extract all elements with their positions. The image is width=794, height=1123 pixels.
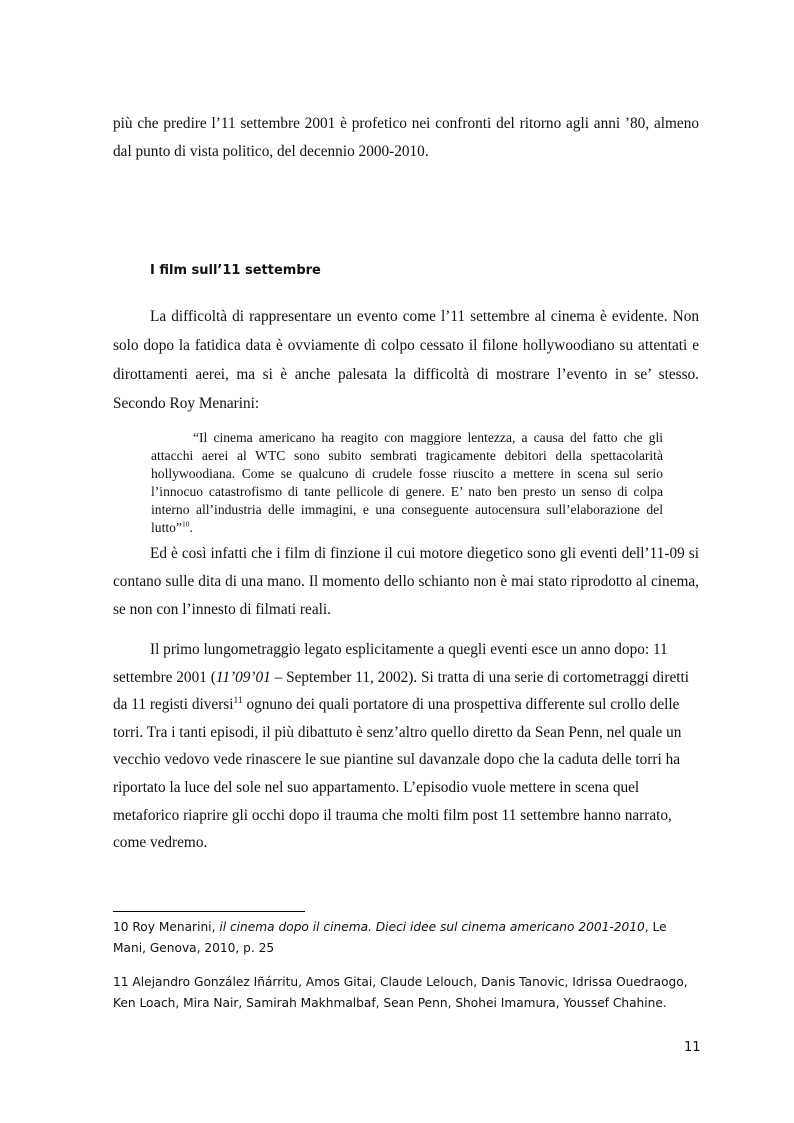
footnote-11 bbox=[113, 972, 703, 1014]
paragraph-4-part2: – September 11, 2002). Si tratta di una serie di cortometraggi diretti da 11 registi diversi bbox=[113, 668, 690, 714]
footnote-number: 10 bbox=[113, 920, 129, 934]
page-number: 11 bbox=[684, 1040, 701, 1055]
body-paragraph-fiction-films: Ed è così infatti che i film di finzione il cui motore diegetico sono gli eventi dell’11-09 si contano sulle dita di una mano. Il momento dello schianto non è mai stato riprodotto al cinema, se non con l’innesto di filmati reali. bbox=[113, 545, 699, 618]
body-paragraph-difficulty: La difficoltà di rappresentare un evento come l’11 settembre al cinema è evidente. Non solo dopo la fatidica data è ovviamente di colpo cessato il filone hollywoodiano su attentati e dirottamenti aerei, ma si è anche palesata la difficoltà di mostrare l’evento in se’ stesso. Secondo Roy Menarini: bbox=[113, 308, 699, 412]
intro-paragraph: più che predire l’11 settembre 2001 è profetico nei confronti del ritorno agli anni ’80, almeno dal punto di vista politico, del decennio 2000-2010. bbox=[113, 115, 699, 160]
footnote-number: 11 bbox=[113, 975, 129, 989]
body-paragraph-first-feature bbox=[113, 636, 703, 857]
footnote-text: , Le Mani, Genova, 2010, p. 25 bbox=[113, 920, 667, 955]
quote-end: . bbox=[189, 520, 193, 535]
footnote-book-title: il cinema dopo il cinema. Dieci idee sul cinema americano 2001-2010 bbox=[219, 920, 645, 934]
footnote-ref-11[interactable]: 11 bbox=[233, 696, 243, 707]
paragraph-4-part1: Il primo lungometraggio legato esplicitamente a quegli eventi esce un anno dopo: 11 settembre 2001 ( bbox=[113, 641, 668, 686]
quote-text: “Il cinema americano ha reagito con maggiore lentezza, a causa del fatto che gli attacchi aerei al WTC sono subito sembrati tragicamente debitori della spettacolarità hollywoodiana. Come se qualcuno di crudele fosse riuscito a mettere in scena sul serio l’innocuo catastrofismo di tante pellicole di genere. E’ nato ben presto un senso di colpa interno all’industria delle immagini, e una conseguente autocensura sull’elaborazione del lutto” bbox=[151, 430, 663, 535]
footnote-ref-10[interactable]: 10 bbox=[181, 519, 190, 529]
footnote-separator bbox=[113, 911, 305, 912]
block-quote bbox=[151, 429, 663, 537]
footnote-text: Alejandro González Iñárritu, Amos Gitai, Claude Lelouch, Danis Tanovic, Idrissa Ouedraogo, Ken Loach, Mira Nair, Samirah Makhmalbaf, Sean Penn, Shohei Imamura, Youssef Chahine. bbox=[113, 975, 688, 1010]
footnote-text: Roy Menarini, bbox=[128, 920, 220, 934]
footnote-10 bbox=[113, 917, 703, 959]
paragraph-4-part3: ognuno dei quali portatore di una prospettiva differente sul crollo delle torri. Tra i tanti episodi, il più dibattuto è senz’altro quello diretto da Sean Penn, nel quale un vecchio vedovo vede rinascere le sue piantine sul davanzale dopo che la caduta delle torri ha riportato la luce del sole nel suo appartamento. L’episodio vuole mettere in scena quel metaforico riaprire gli occhi dopo il trauma che molti film post 11 settembre hanno narrato, come vedremo. bbox=[113, 696, 682, 852]
film-title-italic: 11’09’01 bbox=[215, 668, 271, 686]
section-heading: I film sull’11 settembre bbox=[150, 263, 321, 278]
